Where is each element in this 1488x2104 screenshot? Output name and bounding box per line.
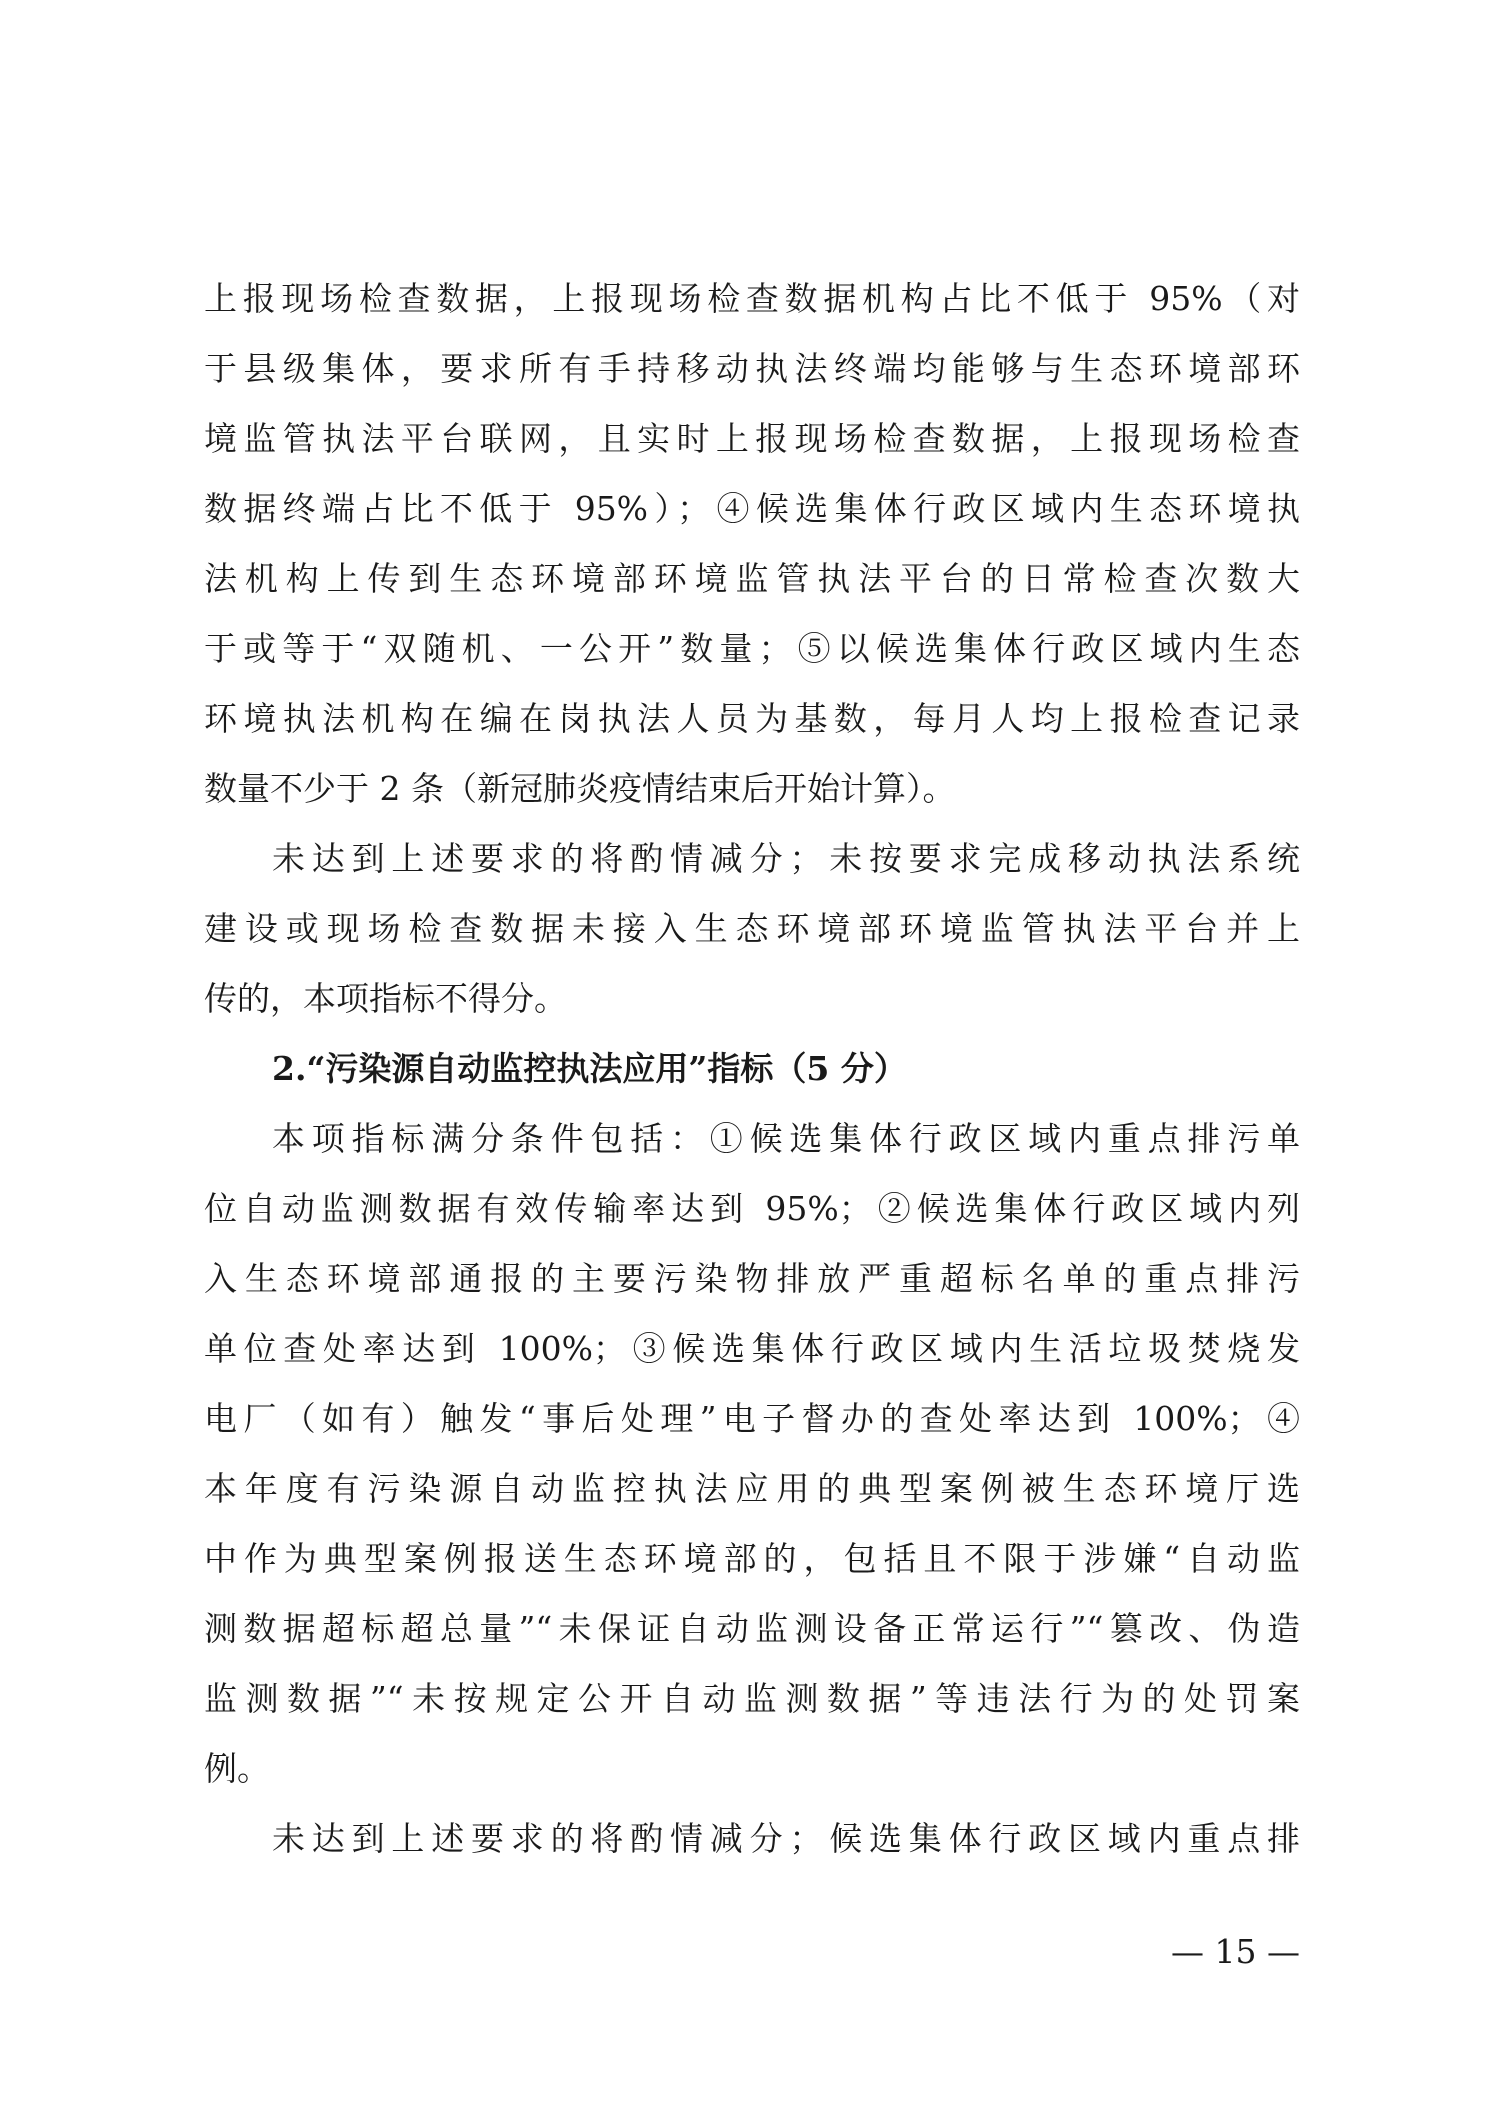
body-text-line: 单位查处率达到 100%；③候选集体行政区域内生活垃圾焚烧发 (204, 1329, 1300, 1368)
paragraph-first-line: 本项指标满分条件包括：①候选集体行政区域内重点排污单 (272, 1119, 1300, 1158)
paragraph-first-line: 未达到上述要求的将酌情减分；候选集体行政区域内重点排 (272, 1819, 1300, 1858)
body-text-line: 数量不少于 2 条（新冠肺炎疫情结束后开始计算）。 (204, 769, 956, 808)
body-text-line: 中作为典型案例报送生态环境部的，包括且不限于涉嫌“自动监 (204, 1539, 1300, 1578)
body-text-line: 本年度有污染源自动监控执法应用的典型案例被生态环境厅选 (204, 1469, 1300, 1508)
body-text-line: 法机构上传到生态环境部环境监管执法平台的日常检查次数大 (204, 559, 1300, 598)
body-text-line: 建设或现场检查数据未接入生态环境部环境监管执法平台并上 (204, 909, 1300, 948)
body-text-line: 数据终端占比不低于 95%）；④候选集体行政区域内生态环境执 (204, 489, 1300, 528)
body-text-line: 监测数据”“未按规定公开自动监测数据”等违法行为的处罚案 (204, 1679, 1300, 1718)
body-text-line: 于或等于“双随机、一公开”数量；⑤以候选集体行政区域内生态 (204, 629, 1300, 668)
page-number: — 15 — (1171, 1932, 1300, 1971)
body-text-line: 入生态环境部通报的主要污染物排放严重超标名单的重点排污 (204, 1259, 1300, 1298)
section-heading: 2.“污染源自动监控执法应用”指标（5 分） (272, 1049, 907, 1088)
body-text-line: 测数据超标超总量”“未保证自动监测设备正常运行”“篡改、伪造 (204, 1609, 1300, 1648)
body-text-line: 传的，本项指标不得分。 (204, 979, 567, 1018)
body-text-line: 上报现场检查数据，上报现场检查数据机构占比不低于 95%（对 (204, 279, 1300, 318)
body-text-line: 境监管执法平台联网，且实时上报现场检查数据，上报现场检查 (204, 419, 1300, 458)
body-text-line: 位自动监测数据有效传输率达到 95%；②候选集体行政区域内列 (204, 1189, 1300, 1228)
body-text-line: 环境执法机构在编在岗执法人员为基数，每月人均上报检查记录 (204, 699, 1300, 738)
body-text-line: 于县级集体，要求所有手持移动执法终端均能够与生态环境部环 (204, 349, 1300, 388)
paragraph-first-line: 未达到上述要求的将酌情减分；未按要求完成移动执法系统 (272, 839, 1300, 878)
body-text-line: 例。 (204, 1749, 270, 1788)
body-text-line: 电厂（如有）触发“事后处理”电子督办的查处率达到 100%；④ (204, 1399, 1300, 1438)
